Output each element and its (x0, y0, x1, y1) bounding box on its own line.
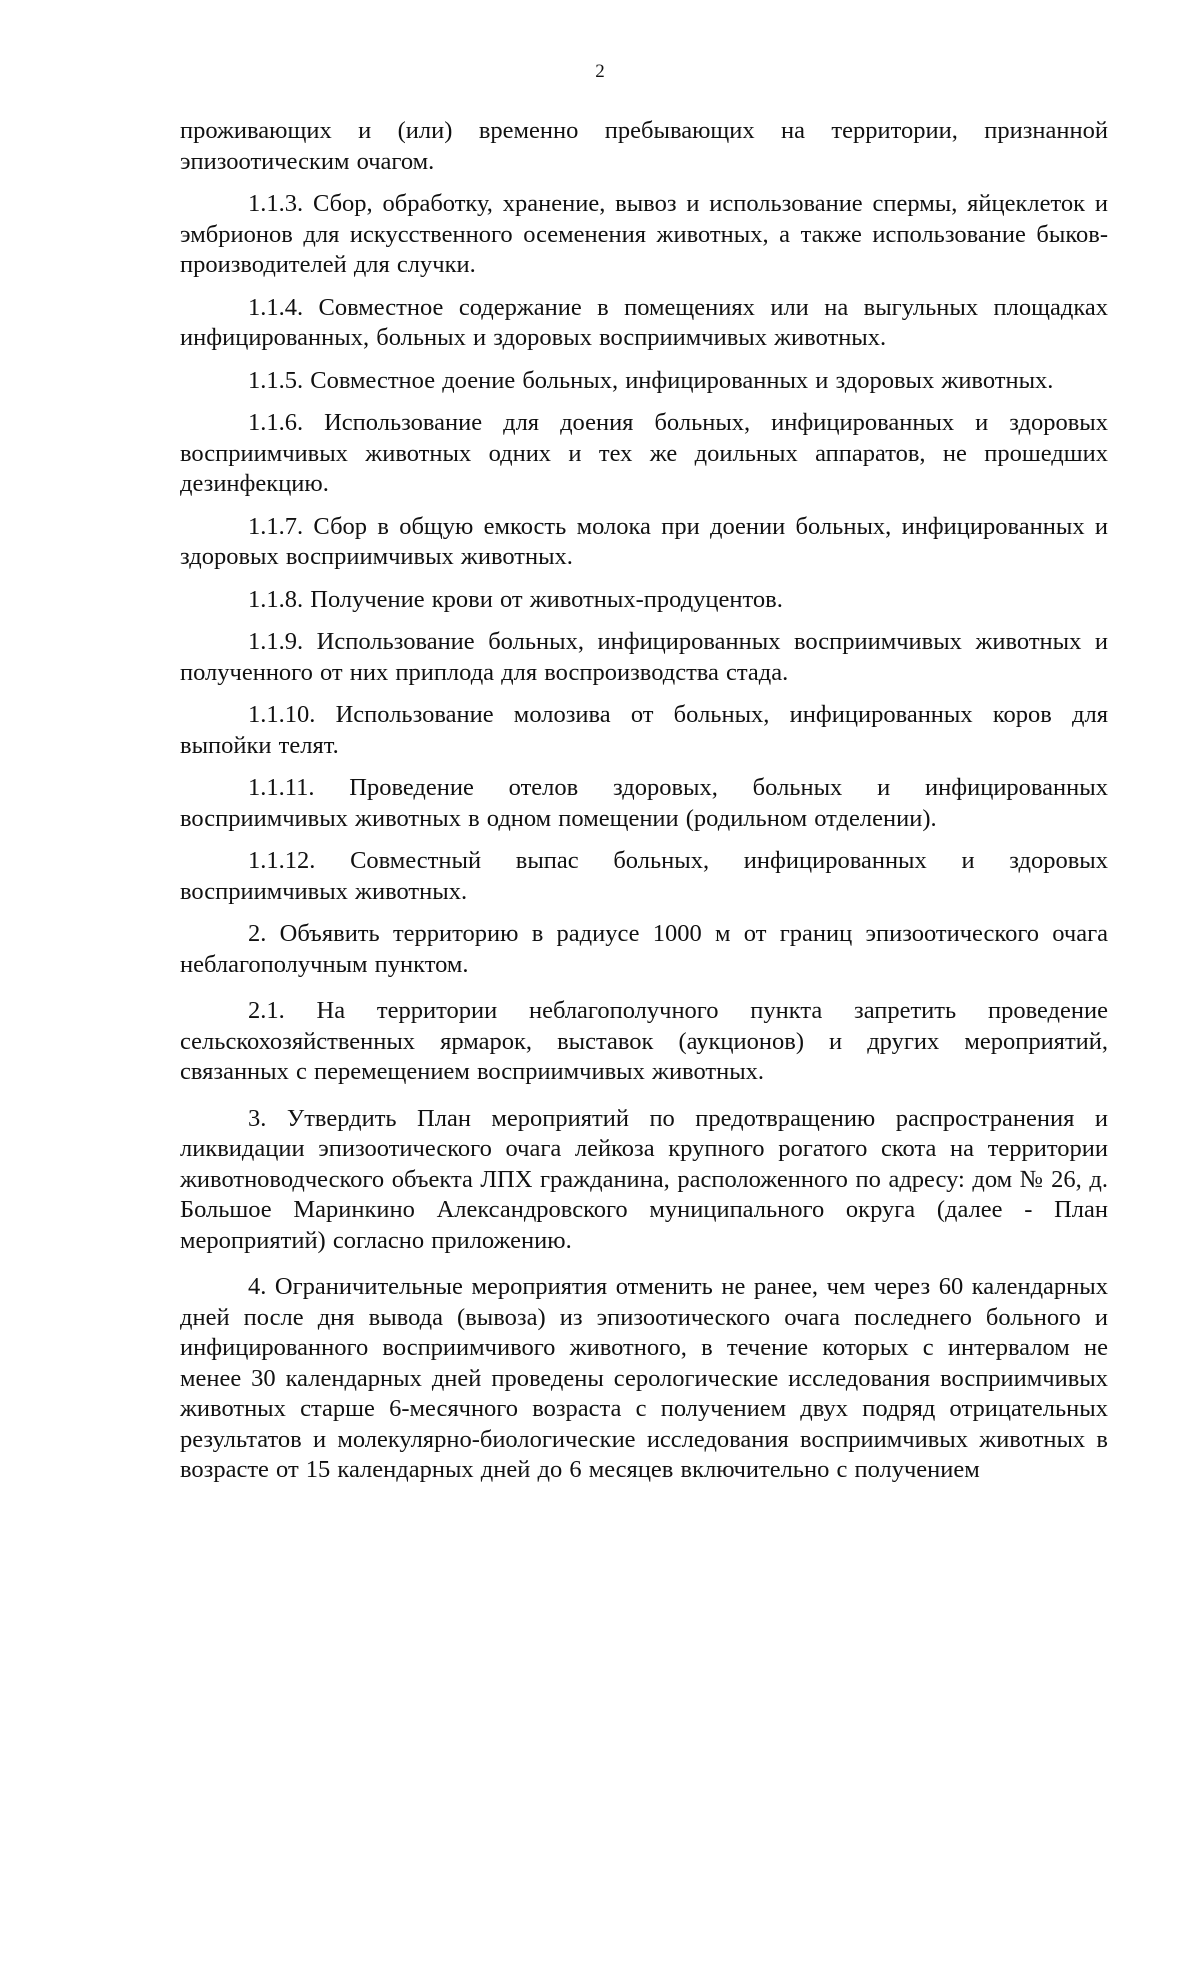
paragraph-1-1-12: 1.1.12. Совместный выпас больных, инфицированных и здоровых восприимчивых животных. (180, 847, 1108, 905)
paragraph-1-1-4: 1.1.4. Совместное содержание в помещениях или на выгульных площадках инфицированных, больных и здоровых восприимчивых животных. (180, 293, 1108, 351)
paragraph-continuation: проживающих и (или) временно пребывающих на территории, признанной эпизоотическим очагом. (180, 117, 1108, 175)
page-number: 2 (595, 61, 605, 82)
document-body (180, 116, 1108, 1498)
paragraph-4: 4. Ограничительные мероприятия отменить не ранее, чем через 60 календарных дней после дня вывода (вывоза) из эпизоотического очага последнего больного и инфицированного восприимчивого животного, в течение которых с интервалом не менее 30 календарных дней проведены серологические исследования восприимчивых животных старше 6-месячного возраста с получением двух подряд отрицательных результатов и молекулярно-биологические исследования восприимчивых животных в возрасте от 15 календарных дней до 6 месяцев включительно с получением (180, 1273, 1108, 1483)
paragraph-2: 2. Объявить территорию в радиусе 1000 м от границ эпизоотического очага неблагополучным пунктом. (180, 920, 1108, 978)
paragraph-1-1-5: 1.1.5. Совместное доение больных, инфицированных и здоровых животных. (248, 366, 1054, 394)
paragraph-1-1-11: 1.1.11. Проведение отелов здоровых, больных и инфицированных восприимчивых животных в одном помещении (родильном отделении). (180, 774, 1108, 832)
paragraph-1-1-10: 1.1.10. Использование молозива от больных, инфицированных коров для выпойки телят. (180, 701, 1108, 759)
paragraph-1-1-8: 1.1.8. Получение крови от животных-продуцентов. (248, 585, 783, 613)
paragraph-1-1-9: 1.1.9. Использование больных, инфицированных восприимчивых животных и полученного от них приплода для воспроизводства стада. (180, 628, 1108, 686)
paragraph-1-1-6: 1.1.6. Использование для доения больных, инфицированных и здоровых восприимчивых животных одних и тех же доильных аппаратов, не прошедших дезинфекцию. (180, 409, 1108, 497)
paragraph-3: 3. Утвердить План мероприятий по предотвращению распространения и ликвидации эпизоотического очага лейкоза крупного рогатого скота на территории животноводческого объекта ЛПХ гражданина, расположенного по адресу: дом № 26, д. Большое Маринкино Александровского муниципального округа (далее - План мероприятий) согласно приложению. (180, 1104, 1108, 1254)
paragraph-1-1-7: 1.1.7. Сбор в общую емкость молока при доении больных, инфицированных и здоровых восприимчивых животных. (180, 512, 1108, 570)
paragraph-1-1-3: 1.1.3. Сбор, обработку, хранение, вывоз и использование спермы, яйцеклеток и эмбрионов для искусственного осеменения животных, а также использование быков-производителей для случки. (180, 190, 1108, 278)
paragraph-2-1: 2.1. На территории неблагополучного пункта запретить проведение сельскохозяйственных ярмарок, выставок (аукционов) и других мероприятий, связанных с перемещением восприимчивых животных. (180, 997, 1108, 1085)
